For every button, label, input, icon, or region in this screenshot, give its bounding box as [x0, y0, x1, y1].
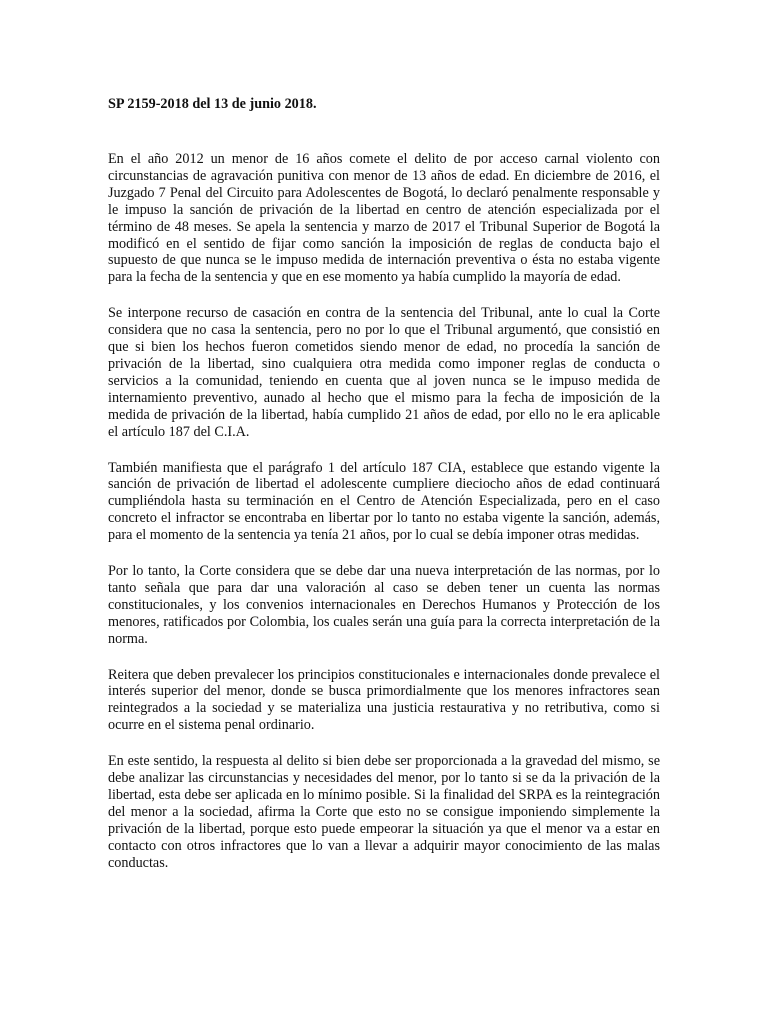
paragraph-new-interpretation: Por lo tanto, la Corte considera que se debe dar una nueva interpretación de las normas, por lo tanto señala que para dar una valoración al caso se deben tener un cuenta las normas constitucionales, y los convenios internacionales en Derechos Humanos y Protección de los menores, ratificados por Colombia, los cuales serán una guía para la correcta interpretación de la norma. [108, 563, 660, 647]
paragraph-proportionality: En este sentido, la respuesta al delito si bien debe ser proporcionada a la gravedad del mismo, se debe analizar las circunstancias y necesidades del menor, por lo tanto si se da la privación de la libertad, esta debe ser aplicada en lo mínimo posible. Si la finalidad del SRPA es la reintegración del menor a la sociedad, afirma la Corte que esto no se consigue imponiendo simplemente la privación de la libertad, porque esto puede empeorar la situación ya que el menor va a estar en contacto con otros infractores que lo van a llevar a adquirir mayor conocimiento de las malas conductas. [108, 753, 660, 871]
paragraph-cassation-appeal: Se interpone recurso de casación en contra de la sentencia del Tribunal, ante lo cual la Corte considera que no casa la sentencia, pero no por lo que el Tribunal argumentó, que consistió en que si bien los hechos fueron cometidos siendo menor de edad, no procedía la sanción de privación de la libertad, sino cualquiera otra medida como imponer reglas de conducta o servicios a la comunidad, teniendo en cuenta que al joven nunca se le impuso medida de internamiento preventivo, aunado al hecho que el mismo para la fecha de imposición de la medida de privación de la libertad, había cumplido 21 años de edad, por ello no le era aplicable el artículo 187 del C.I.A. [108, 305, 660, 440]
paragraph-constitutional-principles: Reitera que deben prevalecer los principios constitucionales e internacionales donde prevalece el interés superior del menor, donde se busca primordialmente que los menores infractores sean reintegrados a la sociedad y se materializa una justicia restaurativa y no retributiva, como si ocurre en el sistema penal ordinario. [108, 666, 660, 734]
paragraph-article-187: También manifiesta que el parágrafo 1 del artículo 187 CIA, establece que estando vigente la sanción de privación de libertad el adolescente cumpliere dieciocho años de edad continuará cumpliéndola hasta su terminación en el Centro de Atención Especializada, pero en el caso concreto el infractor se encontraba en libertar por lo tanto no estaba vigente la sanción, además, para el momento de la sentencia ya tenía 21 años, por lo cual se debía imponer otras medidas. [108, 459, 660, 544]
document-body [108, 95, 660, 872]
paragraph-case-facts: En el año 2012 un menor de 16 años comete el delito de por acceso carnal violento con circunstancias de agravación punitiva con menor de 13 años de edad. En diciembre de 2016, el Juzgado 7 Penal del Circuito para Adolescentes de Bogotá, lo declaró penalmente responsable y le impuso la sanción de privación de la libertad en centro de atención especializada por el término de 48 meses. Se apela la sentencia y marzo de 2017 el Tribunal Superior de Bogotá la modificó en el sentido de fijar como sanción la imposición de reglas de conducta bajo el supuesto de que nunca se le impuso medida de internación preventiva o ésta no estaba vigente para la fecha de la sentencia y que en ese momento ya había cumplido la mayoría de edad. [108, 151, 660, 286]
document-title: SP 2159-2018 del 13 de junio 2018. [108, 96, 317, 112]
